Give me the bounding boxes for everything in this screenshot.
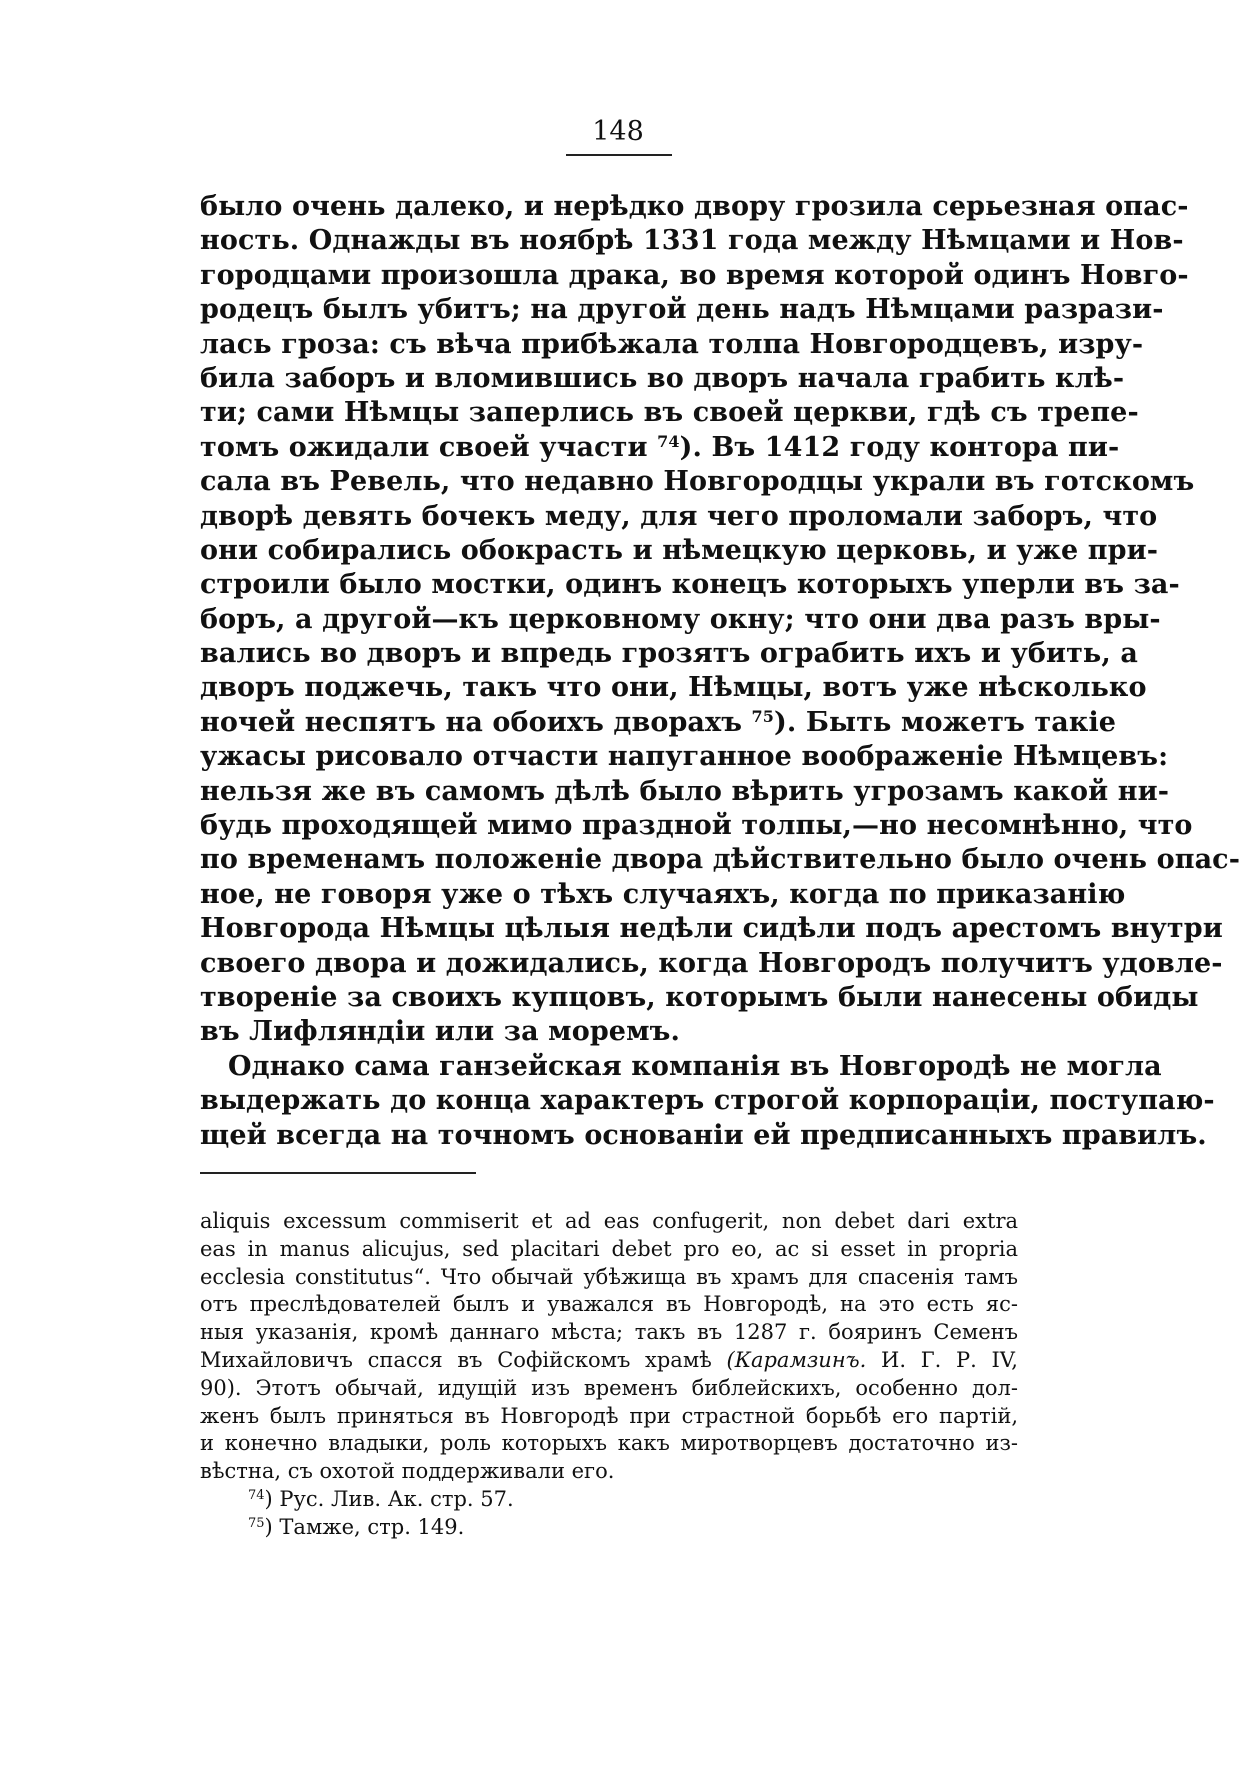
footnote-line <box>200 1347 1018 1375</box>
footnote-line: ecclesia constitutus“. Что обычай убѣжища въ храмъ для спасенія тамъ <box>200 1264 1018 1289</box>
body-line: Однако сама ганзейская компанія въ Новгородѣ не могла <box>228 1050 1162 1082</box>
footnotes <box>200 1208 1018 1542</box>
body-line: въ Лифляндіи или за моремъ. <box>200 1016 680 1048</box>
footnote-text: ) Рус. Лив. Ак. стр. 57. <box>264 1486 514 1511</box>
footnote-line: eas in manus alicujus, sed placitari debet pro eo, ac si esset in propria <box>200 1236 1018 1261</box>
body-line: ужасы рисовало отчасти напуганное воображеніе Нѣмцевъ: <box>200 741 1169 773</box>
body-line: ное, не говоря уже о тѣхъ случаяхъ, когда по приказанію <box>200 878 1126 910</box>
footnote-line: aliquis excessum commiserit et ad eas confugerit, non debet dari extra <box>200 1209 1018 1233</box>
body-line-segment: ночей неспятъ на обоихъ дворахъ <box>200 706 743 738</box>
body-line: городцами произошла драка, во время которой одинъ Новго- <box>200 259 1189 291</box>
body-line: родецъ былъ убитъ; на другой день надъ Нѣмцами разрази- <box>200 294 1164 326</box>
body-line: ность. Однажды въ ноябрѣ 1331 года между Нѣмцами и Нов- <box>200 225 1184 257</box>
body-line: дворѣ девять бочекъ меду, для чего проломали заборъ, что <box>200 500 1158 532</box>
body-line: по временамъ положеніе двора дѣйствительно было очень опас- <box>200 844 1240 876</box>
page-number-underline <box>566 154 672 156</box>
body-line: будь проходящей мимо праздной толпы,—но несомнѣнно, что <box>200 810 1193 842</box>
body-line: Новгорода Нѣмцы цѣлыя недѣли сидѣли подъ арестомъ внутри <box>200 913 1223 945</box>
main-text <box>200 190 1240 1153</box>
body-line: сала въ Ревель, что недавно Новгородцы украли въ готскомъ <box>200 466 1195 498</box>
body-line: нельзя же въ самомъ дѣлѣ было вѣрить угрозамъ какой ни- <box>200 775 1170 807</box>
page-number: 148 <box>592 116 644 147</box>
body-line: вались во дворъ и впредь грозятъ ограбить ихъ и убить, а <box>200 638 1138 670</box>
footnote-75 <box>200 1514 1018 1542</box>
body-line-segment: ). Быть можетъ такіе <box>774 706 1117 738</box>
body-line-segment: ). Въ 1412 году контора пи- <box>679 431 1120 463</box>
footnote-line: 90). Этотъ обычай, идущій изъ временъ библейскихъ, особенно дол- <box>200 1375 1018 1400</box>
footnote-line: и конечно владыки, роль которыхъ какъ миротворцевъ достаточно из- <box>200 1431 1018 1456</box>
body-line: боръ, а другой—къ церковному окну; что они два разъ вры- <box>200 603 1161 635</box>
body-line <box>200 431 1120 465</box>
body-line: ти; сами Нѣмцы заперлись въ своей церкви, гдѣ съ трепе- <box>200 397 1139 429</box>
footnote-line: отъ преслѣдователей былъ и уважался въ Новгородѣ, на это есть яс- <box>200 1292 1018 1317</box>
footnote-line-segment: Михайловичъ спасся въ Софійскомъ храмѣ <box>200 1347 712 1372</box>
body-line: было очень далеко, и нерѣдко двору грозила серьезная опас- <box>200 191 1189 222</box>
footnote-line: вѣстна, съ охотой поддерживали его. <box>200 1459 615 1484</box>
body-line: лась гроза: съ вѣча прибѣжала толпа Новгородцевъ, изру- <box>200 328 1144 360</box>
body-line: дворъ поджечь, такъ что они, Нѣмцы, вотъ уже нѣсколько <box>200 672 1147 704</box>
footnote-separator <box>200 1172 476 1174</box>
body-line: строили было мостки, одинъ конецъ которыхъ уперли въ за- <box>200 569 1180 601</box>
body-line: выдержать до конца характеръ строгой корпораціи, поступаю- <box>200 1085 1215 1117</box>
footnote-line-segment: И. Г. Р. IV, <box>881 1347 1018 1372</box>
body-line: своего двора и дожидались, когда Новгородъ получитъ удовле- <box>200 947 1223 979</box>
footnote-74 <box>200 1486 1018 1514</box>
footnote-line: ныя указанія, кромѣ даннаго мѣста; такъ въ 1287 г. бояринъ Семенъ <box>200 1320 1018 1345</box>
body-line-segment: томъ ожидали своей участи <box>200 431 648 463</box>
body-line: щей всегда на точномъ основаніи ей предписанныхъ правилъ. <box>200 1119 1207 1151</box>
body-line: твореніе за своихъ купцовъ, которымъ были нанесены обиды <box>200 981 1199 1013</box>
footnote-line: женъ былъ приняться въ Новгородѣ при страстной борьбѣ его партій, <box>200 1403 1018 1428</box>
footnote-text: ) Тамже, стр. 149. <box>264 1514 465 1539</box>
body-line: они собирались обокрасть и нѣмецкую церковь, и уже при- <box>200 534 1159 566</box>
footnote-mark: 75 <box>248 1515 265 1531</box>
footnote-mark: 74 <box>248 1487 265 1503</box>
body-line <box>200 706 1117 740</box>
footnote-ref-74: 74 <box>657 431 680 451</box>
footnote-ref-75: 75 <box>751 706 775 726</box>
footnote-citation: (Карамзинъ. <box>726 1347 867 1372</box>
body-line: била заборъ и вломившись во дворъ начала грабить клѣ- <box>200 362 1125 394</box>
